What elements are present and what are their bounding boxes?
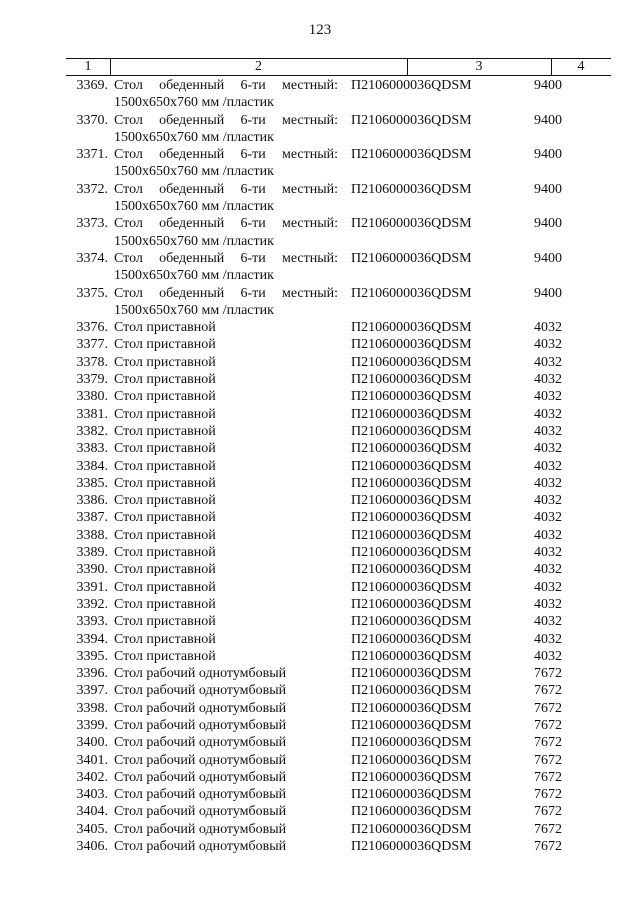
row-number: 3392. xyxy=(76,596,108,612)
row-price: 9400 xyxy=(534,78,562,93)
row-number: 3371. xyxy=(76,147,108,163)
row-number: 3376. xyxy=(76,320,108,336)
row-item-name-line-1: Стол приставной xyxy=(114,406,216,422)
row-item-name-line-1: Стол рабочий однотумбовый xyxy=(114,717,287,733)
row-price: 7672 xyxy=(534,717,562,733)
table-row xyxy=(0,803,640,820)
table-row xyxy=(0,527,640,544)
row-item-name-line-1: Стол приставной xyxy=(114,493,216,509)
row-number: 3385. xyxy=(76,475,108,491)
row-item-name-line-1: Стол рабочий однотумбовый xyxy=(114,787,287,803)
row-code: П2106000036QDSM xyxy=(351,804,472,820)
row-number: 3402. xyxy=(76,769,108,785)
row-price: 7672 xyxy=(534,752,562,768)
row-item-name-line-1: Стол приставной xyxy=(114,441,216,457)
table-row xyxy=(0,717,640,734)
row-code: П2106000036QDSM xyxy=(351,320,472,336)
row-item-name xyxy=(114,509,338,526)
table-row xyxy=(0,77,640,112)
row-item-name-line-1: Стол рабочий однотумбовый xyxy=(114,666,287,682)
table-row xyxy=(0,406,640,423)
row-price: 4032 xyxy=(534,354,562,370)
row-price: 4032 xyxy=(534,337,562,353)
row-item-name-line-1: Стол приставной xyxy=(114,423,216,439)
row-item-name-line-1: Стол приставной xyxy=(114,562,216,578)
row-number: 3394. xyxy=(76,631,108,647)
row-item-name-line-1: Стол приставной xyxy=(114,579,216,595)
row-code: П2106000036QDSM xyxy=(351,562,472,578)
row-item-name-line-1: Стол приставной xyxy=(114,631,216,647)
row-item-name xyxy=(114,440,338,457)
row-code: П2106000036QDSM xyxy=(351,147,472,163)
row-item-name-line-1: Стол обеденный 6-ти местный: xyxy=(114,181,338,197)
row-item-name xyxy=(114,215,338,250)
row-item-name xyxy=(114,596,338,613)
row-item-name xyxy=(114,821,338,838)
row-code: П2106000036QDSM xyxy=(351,285,472,301)
row-code: П2106000036QDSM xyxy=(351,769,472,785)
table-row xyxy=(0,458,640,475)
row-code: П2106000036QDSM xyxy=(351,510,472,526)
row-price: 4032 xyxy=(534,527,562,543)
row-item-name xyxy=(114,665,338,682)
row-number: 3377. xyxy=(76,337,108,353)
row-price: 4032 xyxy=(534,579,562,595)
row-item-name-line-1: Стол приставной xyxy=(114,354,216,370)
row-code: П2106000036QDSM xyxy=(351,423,472,439)
row-item-name-line-1: Стол приставной xyxy=(114,596,216,612)
row-number: 3372. xyxy=(76,181,108,197)
row-number: 3396. xyxy=(76,666,108,682)
row-code: П2106000036QDSM xyxy=(351,579,472,595)
table-row xyxy=(0,388,640,405)
page-number: 123 xyxy=(308,22,332,38)
table-row xyxy=(0,786,640,803)
row-item-name-line-1: Стол обеденный 6-ти местный: xyxy=(114,147,338,163)
header-col-3: 3 xyxy=(407,58,552,75)
row-item-name xyxy=(114,613,338,630)
row-item-name-line-2: 1500x650x760 мм /пластик xyxy=(114,268,274,284)
row-item-name xyxy=(114,717,338,734)
row-number: 3383. xyxy=(76,441,108,457)
row-item-name-line-2: 1500x650x760 мм /пластик xyxy=(114,233,274,249)
row-price: 7672 xyxy=(534,769,562,785)
row-number: 3393. xyxy=(76,614,108,630)
row-price: 9400 xyxy=(534,112,562,128)
row-number: 3375. xyxy=(76,285,108,301)
row-number: 3397. xyxy=(76,683,108,699)
row-item-name xyxy=(114,786,338,803)
row-item-name xyxy=(114,803,338,820)
row-price: 9400 xyxy=(534,216,562,232)
table-row xyxy=(0,561,640,578)
row-item-name xyxy=(114,752,338,769)
row-price: 4032 xyxy=(534,510,562,526)
row-number: 3384. xyxy=(76,458,108,474)
row-code: П2106000036QDSM xyxy=(351,700,472,716)
table-row xyxy=(0,250,640,285)
row-number: 3373. xyxy=(76,216,108,232)
row-price: 9400 xyxy=(534,250,562,266)
row-code: П2106000036QDSM xyxy=(351,787,472,803)
row-item-name xyxy=(114,336,338,353)
header-col-2: 2 xyxy=(110,58,408,75)
row-code: П2106000036QDSM xyxy=(351,683,472,699)
row-item-name xyxy=(114,146,338,181)
row-item-name xyxy=(114,648,338,665)
row-code: П2106000036QDSM xyxy=(351,337,472,353)
row-item-name-line-1: Стол рабочий однотумбовый xyxy=(114,839,287,855)
table-row xyxy=(0,492,640,509)
table-row xyxy=(0,112,640,147)
table-row xyxy=(0,509,640,526)
row-item-name-line-1: Стол приставной xyxy=(114,458,216,474)
row-code: П2106000036QDSM xyxy=(351,596,472,612)
row-code: П2106000036QDSM xyxy=(351,216,472,232)
row-item-name-line-2: 1500x650x760 мм /пластик xyxy=(114,302,274,318)
row-number: 3404. xyxy=(76,804,108,820)
row-number: 3390. xyxy=(76,562,108,578)
row-item-name-line-1: Стол обеденный 6-ти местный: xyxy=(114,285,338,301)
table-row xyxy=(0,821,640,838)
row-item-name-line-1: Стол обеденный 6-ти местный: xyxy=(114,112,338,128)
row-price: 7672 xyxy=(534,735,562,751)
row-code: П2106000036QDSM xyxy=(351,545,472,561)
row-item-name-line-1: Стол рабочий однотумбовый xyxy=(114,700,287,716)
row-item-name xyxy=(114,285,338,320)
row-code: П2106000036QDSM xyxy=(351,354,472,370)
row-item-name xyxy=(114,544,338,561)
row-item-name-line-2: 1500x650x760 мм /пластик xyxy=(114,95,274,111)
row-item-name xyxy=(114,458,338,475)
row-code: П2106000036QDSM xyxy=(351,441,472,457)
row-number: 3399. xyxy=(76,717,108,733)
row-price: 4032 xyxy=(534,372,562,388)
row-item-name-line-1: Стол рабочий однотумбовый xyxy=(114,683,287,699)
table-row xyxy=(0,285,640,320)
table-header-row xyxy=(66,58,611,76)
header-col-4: 4 xyxy=(577,59,585,74)
row-item-name-line-2: 1500x650x760 мм /пластик xyxy=(114,129,274,145)
row-item-name xyxy=(114,475,338,492)
row-price: 4032 xyxy=(534,441,562,457)
row-item-name xyxy=(114,769,338,786)
row-price: 9400 xyxy=(534,181,562,197)
row-item-name xyxy=(114,561,338,578)
table-row xyxy=(0,319,640,336)
row-price: 7672 xyxy=(534,700,562,716)
row-item-name-line-1: Стол приставной xyxy=(114,320,216,336)
row-price: 7672 xyxy=(534,666,562,682)
row-item-name-line-2: 1500x650x760 мм /пластик xyxy=(114,164,274,180)
table-row xyxy=(0,423,640,440)
row-item-name-line-1: Стол обеденный 6-ти местный: xyxy=(114,216,338,232)
row-price: 4032 xyxy=(534,458,562,474)
table-row xyxy=(0,648,640,665)
row-item-name-line-1: Стол приставной xyxy=(114,648,216,664)
table-row xyxy=(0,371,640,388)
row-code: П2106000036QDSM xyxy=(351,78,472,93)
row-item-name-line-1: Стол обеденный 6-ти местный: xyxy=(114,250,338,266)
table-row xyxy=(0,631,640,648)
row-item-name xyxy=(114,181,338,216)
row-price: 4032 xyxy=(534,389,562,405)
row-number: 3369. xyxy=(76,78,108,93)
table-row xyxy=(0,146,640,181)
row-code: П2106000036QDSM xyxy=(351,458,472,474)
row-code: П2106000036QDSM xyxy=(351,181,472,197)
table-row xyxy=(0,544,640,561)
table-row xyxy=(0,336,640,353)
row-number: 3386. xyxy=(76,493,108,509)
table-row xyxy=(0,752,640,769)
header-col-1: 1 xyxy=(66,58,111,75)
row-number: 3378. xyxy=(76,354,108,370)
row-price: 4032 xyxy=(534,545,562,561)
row-number: 3389. xyxy=(76,545,108,561)
row-number: 3382. xyxy=(76,423,108,439)
row-number: 3405. xyxy=(76,821,108,837)
row-code: П2106000036QDSM xyxy=(351,614,472,630)
row-price: 7672 xyxy=(534,683,562,699)
row-item-name-line-2: 1500x650x760 мм /пластик xyxy=(114,199,274,215)
row-item-name xyxy=(114,250,338,285)
row-item-name xyxy=(114,527,338,544)
row-code: П2106000036QDSM xyxy=(351,717,472,733)
row-number: 3380. xyxy=(76,389,108,405)
row-number: 3400. xyxy=(76,735,108,751)
row-item-name xyxy=(114,112,338,147)
row-price: 4032 xyxy=(534,596,562,612)
row-item-name xyxy=(114,838,338,855)
row-number: 3391. xyxy=(76,579,108,595)
table-row xyxy=(0,440,640,457)
row-item-name-line-1: Стол рабочий однотумбовый xyxy=(114,735,287,751)
row-code: П2106000036QDSM xyxy=(351,735,472,751)
row-price: 4032 xyxy=(534,406,562,422)
table-row xyxy=(0,838,640,855)
table-row xyxy=(0,682,640,699)
row-item-name xyxy=(114,77,338,112)
row-price: 4032 xyxy=(534,320,562,336)
row-item-name-line-1: Стол приставной xyxy=(114,389,216,405)
row-code: П2106000036QDSM xyxy=(351,112,472,128)
row-item-name xyxy=(114,579,338,596)
row-code: П2106000036QDSM xyxy=(351,475,472,491)
row-price: 9400 xyxy=(534,285,562,301)
row-item-name xyxy=(114,631,338,648)
row-item-name xyxy=(114,371,338,388)
row-price: 4032 xyxy=(534,648,562,664)
row-code: П2106000036QDSM xyxy=(351,666,472,682)
row-price: 4032 xyxy=(534,562,562,578)
row-item-name xyxy=(114,492,338,509)
row-code: П2106000036QDSM xyxy=(351,372,472,388)
row-item-name xyxy=(114,406,338,423)
row-item-name xyxy=(114,423,338,440)
table-row xyxy=(0,700,640,717)
table-row xyxy=(0,596,640,613)
row-code: П2106000036QDSM xyxy=(351,821,472,837)
row-price: 4032 xyxy=(534,614,562,630)
row-number: 3381. xyxy=(76,406,108,422)
row-price: 7672 xyxy=(534,804,562,820)
table-row xyxy=(0,475,640,492)
row-code: П2106000036QDSM xyxy=(351,493,472,509)
table-row xyxy=(0,613,640,630)
row-item-name-line-1: Стол приставной xyxy=(114,527,216,543)
row-item-name xyxy=(114,700,338,717)
row-number: 3387. xyxy=(76,510,108,526)
row-item-name-line-1: Стол приставной xyxy=(114,337,216,353)
row-price: 7672 xyxy=(534,821,562,837)
row-number: 3370. xyxy=(76,112,108,128)
row-item-name xyxy=(114,319,338,336)
row-item-name xyxy=(114,682,338,699)
row-price: 4032 xyxy=(534,493,562,509)
row-item-name-line-1: Стол рабочий однотумбовый xyxy=(114,804,287,820)
table-row xyxy=(0,769,640,786)
table-row xyxy=(0,215,640,250)
row-price: 4032 xyxy=(534,423,562,439)
row-item-name-line-1: Стол приставной xyxy=(114,614,216,630)
row-number: 3374. xyxy=(76,250,108,266)
row-code: П2106000036QDSM xyxy=(351,406,472,422)
row-price: 9400 xyxy=(534,147,562,163)
row-code: П2106000036QDSM xyxy=(351,752,472,768)
row-item-name-line-1: Стол приставной xyxy=(114,372,216,388)
row-code: П2106000036QDSM xyxy=(351,839,472,855)
row-number: 3395. xyxy=(76,648,108,664)
row-number: 3379. xyxy=(76,372,108,388)
row-item-name xyxy=(114,388,338,405)
row-price: 7672 xyxy=(534,787,562,803)
row-price: 4032 xyxy=(534,631,562,647)
row-item-name-line-1: Стол рабочий однотумбовый xyxy=(114,752,287,768)
row-number: 3401. xyxy=(76,752,108,768)
row-item-name-line-1: Стол рабочий однотумбовый xyxy=(114,821,287,837)
table-row xyxy=(0,734,640,751)
row-price: 4032 xyxy=(534,475,562,491)
row-item-name xyxy=(114,734,338,751)
table-row xyxy=(0,354,640,371)
row-code: П2106000036QDSM xyxy=(351,389,472,405)
row-item-name-line-1: Стол обеденный 6-ти местный: xyxy=(114,78,338,93)
row-number: 3388. xyxy=(76,527,108,543)
row-number: 3406. xyxy=(76,839,108,855)
row-item-name-line-1: Стол приставной xyxy=(114,475,216,491)
row-price: 7672 xyxy=(534,839,562,855)
row-code: П2106000036QDSM xyxy=(351,631,472,647)
row-number: 3398. xyxy=(76,700,108,716)
row-code: П2106000036QDSM xyxy=(351,250,472,266)
table-row xyxy=(0,181,640,216)
row-item-name-line-1: Стол приставной xyxy=(114,510,216,526)
row-item-name-line-1: Стол рабочий однотумбовый xyxy=(114,769,287,785)
row-item-name-line-1: Стол приставной xyxy=(114,545,216,561)
row-number: 3403. xyxy=(76,787,108,803)
table-body xyxy=(0,77,640,855)
table-row xyxy=(0,579,640,596)
row-code: П2106000036QDSM xyxy=(351,527,472,543)
row-item-name xyxy=(114,354,338,371)
row-code: П2106000036QDSM xyxy=(351,648,472,664)
table-row xyxy=(0,665,640,682)
